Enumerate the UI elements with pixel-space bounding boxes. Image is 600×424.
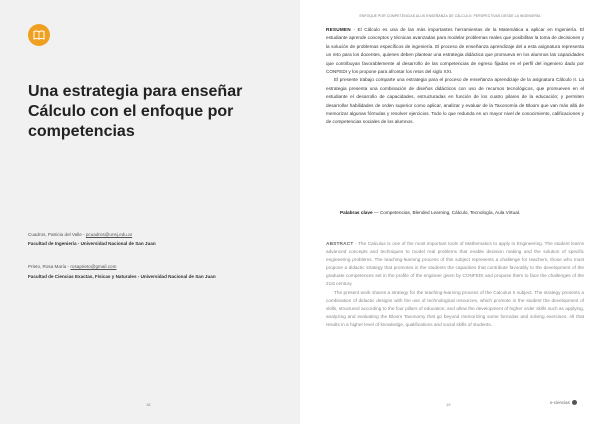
book-icon xyxy=(33,30,45,40)
author-1-name: Cuadros, Patricia del Valle - xyxy=(28,232,86,237)
article-title: Una estrategia para enseñar Cálculo con el enfoque por competencias xyxy=(28,83,243,140)
keywords-label: Palabras clave xyxy=(340,210,373,215)
author-2-name: Prieto, Rosa María - xyxy=(28,264,71,269)
footer-brand xyxy=(550,400,577,405)
abstract-paragraph-2: The present work shares a strategy for the teaching-learning process of the Calculus II subject. The strategy presents a combination of didactic designs with the use of technological resources, which promote in the student the development of skills, structured according to the four pillars of education; and allow the development of higher order skills such as applying, analyzing and evaluating the Bloom Taxonomy that go beyond memorizing some formulas and solving exercises. All that results in a higher level of knowledge, qualifications and social skills of students. xyxy=(326,289,584,327)
resumen-heading: RESUMEN xyxy=(326,27,351,32)
abstract-text-1: - The Calculus is one of the most important tools of Mathematics to apply in Engineering. The student learns advanced concepts and techniques to model real problems that enable decision making and the solution of specific engineering problems. The teaching-learning process of this subject represents a challenge for teachers, those who must propose a didactic strategy that promotes in the students the capacities that contribute favorably to the development of the graduate competences set in the profile of the engineer given by CONFEDI and propose them to face the challenges of the 21st century. xyxy=(326,241,584,287)
page-number-left: 18 xyxy=(146,402,151,407)
abstract-heading: ABSTRACT xyxy=(326,241,354,246)
resumen-section xyxy=(326,26,584,127)
resumen-paragraph-2: El presente trabajo comparte una estrategia para el proceso de enseñanza aprendizaje de la asignatura Cálculo II. La estrategia presenta una combinación de diseños didácticos con uso de recursos tecnológicos, que promueven en el estudiante el desarrollo de capacidades, estructuradas en función de los cuatro pilares de la educación; y permiten desarrollar habilidades de orden superior como aplicar, analizar y evaluar de la Taxonomía de Bloom que van más allá de memorizar algunas fórmulas y resolver ejercicios. Todo lo que redunda en un mayor nivel de conocimiento, calificaciones y de competencias sociales de los alumnos. xyxy=(326,77,584,125)
footer-brand-label: e-ciencias xyxy=(550,400,570,405)
brand-dot-icon xyxy=(572,400,577,405)
author-1-email-link[interactable]: pcuadros@unsj.edu.ar xyxy=(85,232,133,237)
author-1 xyxy=(28,232,288,238)
abstract-paragraph-1 xyxy=(326,240,584,289)
right-page xyxy=(300,0,600,424)
abstract-section xyxy=(326,240,584,329)
author-1-affiliation: Facultad de Ingeniería - Universidad Nacional de San Juan xyxy=(28,241,156,246)
author-2-email-link[interactable]: rosaprieto@gmail.com xyxy=(70,264,117,269)
author-2-affiliation: Facultad de Ciencias Exactas, Físicas y Naturales - Universidad Nacional de San Juan xyxy=(28,274,216,279)
resumen-paragraph-1 xyxy=(326,26,584,76)
running-head: ENFOQUE POR COMPETENCIAS ALUS ENSEÑANZA DE CÁLCULO: PERSPECTIVAS DESDE LA INGENIERÍA xyxy=(359,14,541,18)
book-icon-badge xyxy=(28,24,50,46)
author-2 xyxy=(28,264,288,270)
resumen-text-1: - El Cálculo es una de las más importantes herramientas de la Matemática a aplicar en Ingeniería. El estudiante aprende conceptos y técnicas avanzadas para modelar problemas reales que posibilitan la toma de decisiones y la solución de problemas específicos de ingeniería. El proceso de enseñanza aprendizaje del a esta asignatura representa un reto para los docentes, quienes deben plantear una estrategia didáctica que promueva en los alumnos las capacidades que contribuyan favorablemente al desarrollo de las competencias de egreso fijadas en el perfil del ingeniero dado por CONFEDI y los propone para afrontar los retos del siglo XXI. xyxy=(326,27,584,75)
page-number-right: 19 xyxy=(446,402,451,407)
keywords xyxy=(340,209,584,216)
keywords-text: — Competencias, Blended Learning, Cálculo, Tecnología, Aula Virtual. xyxy=(372,210,521,215)
